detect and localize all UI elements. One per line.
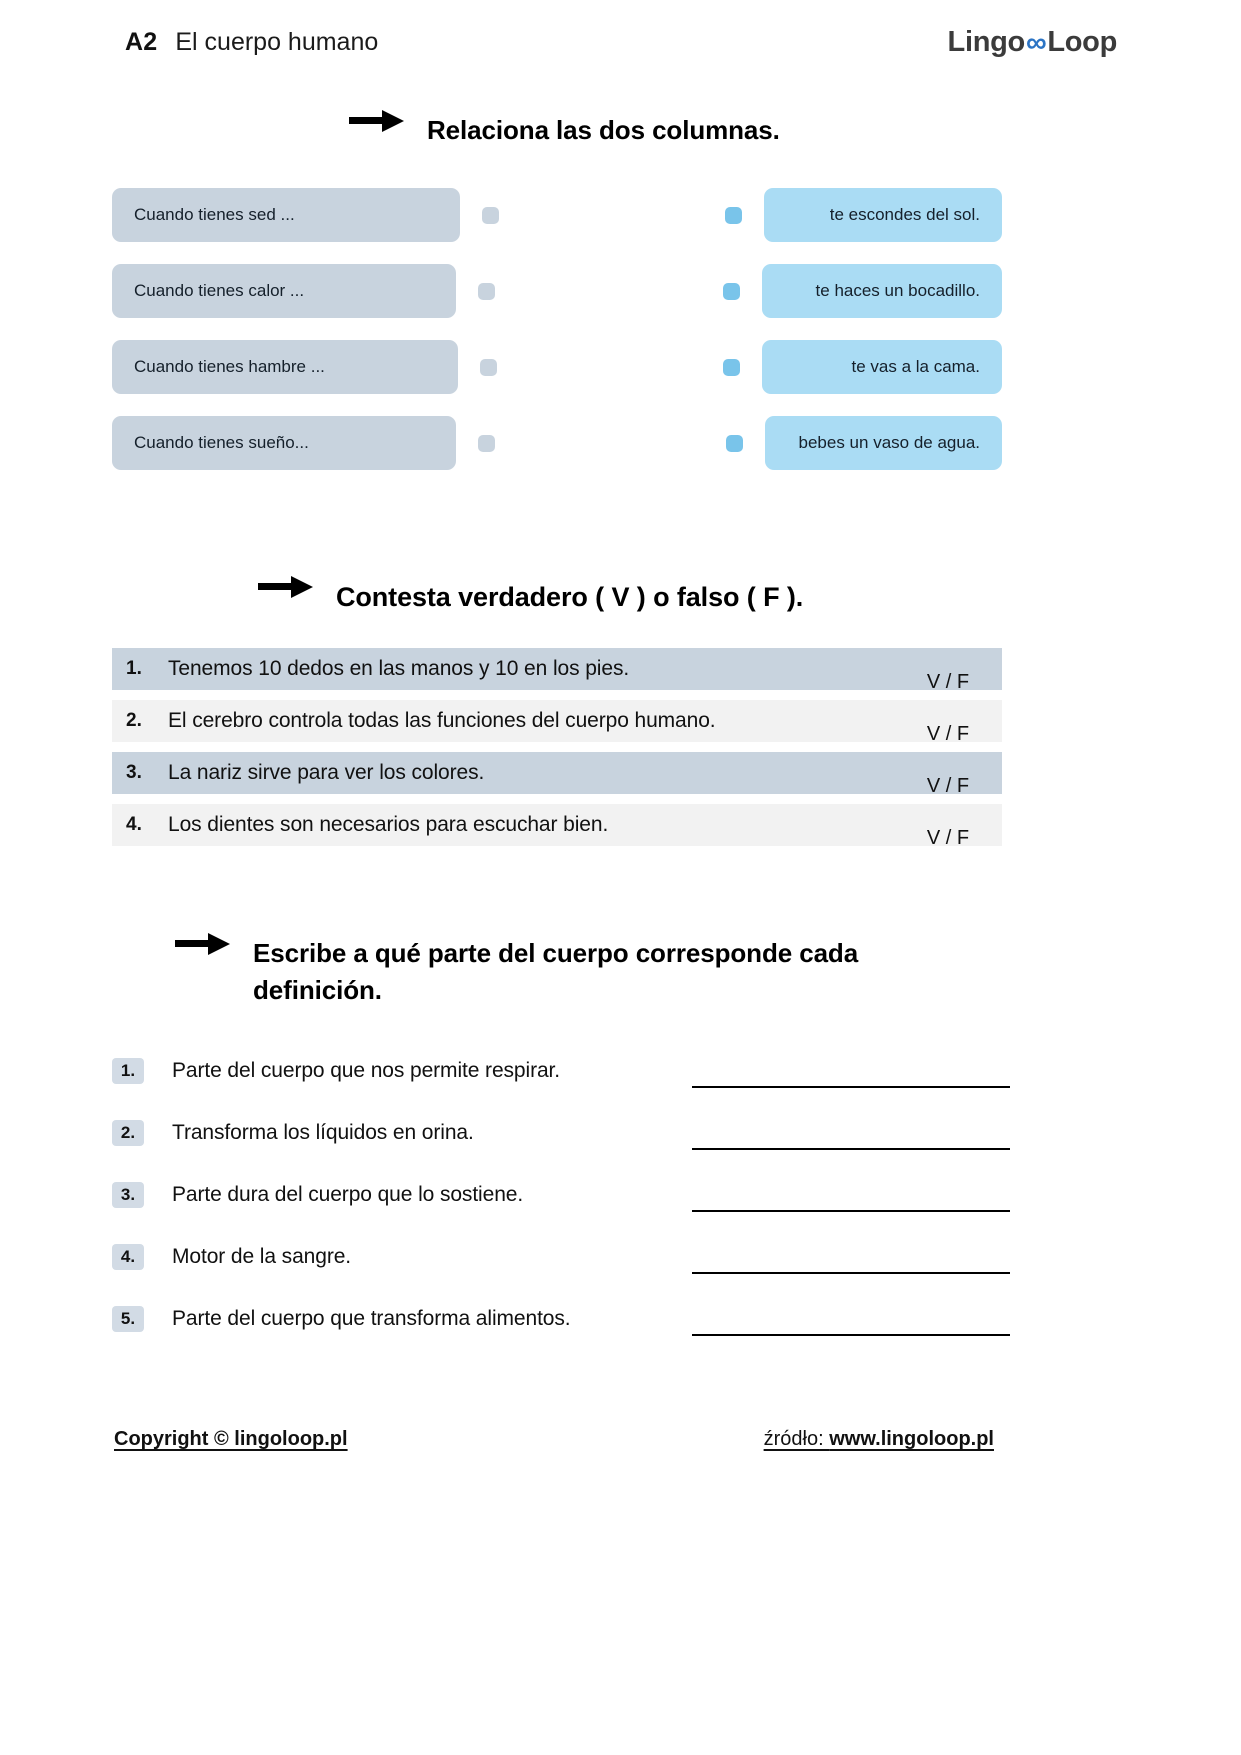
logo-text-first: Lingo	[947, 26, 1025, 58]
item-definition: Parte del cuerpo que transforma alimentos.	[172, 1307, 571, 1330]
row-number: 2.	[126, 710, 142, 731]
answer-input-line[interactable]	[692, 1334, 1010, 1336]
match-right-connector-dot[interactable]	[723, 283, 740, 300]
answer-toggle[interactable]: V / F	[926, 826, 970, 849]
right-arrow-icon	[349, 112, 405, 128]
item-number: 3.	[112, 1182, 144, 1208]
match-row	[112, 186, 1002, 244]
match-right-chip[interactable]: te escondes del sol.	[764, 188, 1002, 242]
source-url: www.lingoloop.pl	[829, 1428, 994, 1450]
row-number: 1.	[126, 658, 142, 679]
match-right-group	[723, 340, 1002, 394]
logo-text-second: Loop	[1047, 26, 1117, 58]
row-statement: El cerebro controla todas las funciones del cuerpo humano.	[168, 709, 716, 732]
row-number: 3.	[126, 762, 142, 783]
source-link[interactable]	[764, 1428, 994, 1451]
match-right-connector-dot[interactable]	[723, 359, 740, 376]
list-item	[112, 1288, 1002, 1350]
table-row	[112, 648, 1002, 693]
item-number: 4.	[112, 1244, 144, 1270]
match-left-chip[interactable]: Cuando tienes hambre ...	[112, 340, 458, 394]
match-left-connector-dot[interactable]	[482, 207, 499, 224]
exercise-1-heading	[349, 112, 780, 149]
match-right-group	[725, 188, 1002, 242]
item-definition: Parte del cuerpo que nos permite respirar.	[172, 1059, 561, 1082]
match-right-chip[interactable]: bebes un vaso de agua.	[765, 416, 1002, 470]
exercise-2-heading-text: Contesta verdadero ( V ) o falso ( F ).	[336, 582, 804, 612]
exercise-3-heading-text: Escribe a qué parte del cuerpo corresponde cada definición.	[253, 938, 859, 1005]
table-row	[112, 700, 1002, 745]
match-right-group	[723, 264, 1002, 318]
row-statement: Los dientes son necesarios para escuchar bien.	[168, 813, 609, 836]
header-title-group	[125, 28, 378, 57]
answer-input-line[interactable]	[692, 1148, 1010, 1150]
page-footer	[114, 1428, 994, 1451]
match-row	[112, 338, 1002, 396]
row-statement: La nariz sirve para ver los colores.	[168, 761, 485, 784]
match-right-connector-dot[interactable]	[725, 207, 742, 224]
list-item	[112, 1102, 1002, 1164]
list-item	[112, 1226, 1002, 1288]
infinity-icon: ∞	[1025, 27, 1047, 59]
item-definition: Motor de la sangre.	[172, 1245, 352, 1268]
match-left-group	[112, 416, 495, 470]
answer-toggle[interactable]: V / F	[926, 774, 970, 797]
answer-toggle[interactable]: V / F	[926, 722, 970, 745]
list-item	[112, 1040, 1002, 1102]
matching-exercise	[112, 186, 1002, 490]
item-number: 5.	[112, 1306, 144, 1332]
page-header	[125, 26, 1117, 59]
right-arrow-icon	[175, 935, 231, 951]
right-arrow-icon	[258, 578, 314, 594]
match-right-connector-dot[interactable]	[726, 435, 743, 452]
row-number: 4.	[126, 814, 142, 835]
item-number: 2.	[112, 1120, 144, 1146]
match-right-group	[726, 416, 1002, 470]
copyright-link[interactable]: Copyright © lingoloop.pl	[114, 1428, 348, 1450]
lingoloop-logo	[948, 26, 1117, 59]
match-left-chip[interactable]: Cuando tienes sueño...	[112, 416, 456, 470]
answer-input-line[interactable]	[692, 1086, 1010, 1088]
item-definition: Parte dura del cuerpo que lo sostiene.	[172, 1183, 524, 1206]
match-right-chip[interactable]: te haces un bocadillo.	[762, 264, 1002, 318]
exercise-2-heading	[258, 578, 803, 616]
match-row	[112, 414, 1002, 472]
level-badge: A2	[125, 28, 158, 56]
source-label: źródło:	[763, 1428, 830, 1450]
match-left-group	[112, 264, 495, 318]
true-false-table	[112, 648, 1002, 856]
answer-input-line[interactable]	[692, 1272, 1010, 1274]
exercise-3-heading	[175, 935, 975, 1009]
item-number: 1.	[112, 1058, 144, 1084]
answer-input-line[interactable]	[692, 1210, 1010, 1212]
match-left-chip[interactable]: Cuando tienes sed ...	[112, 188, 460, 242]
match-left-group	[112, 340, 497, 394]
match-left-chip[interactable]: Cuando tienes calor ...	[112, 264, 456, 318]
table-row	[112, 804, 1002, 849]
table-row	[112, 752, 1002, 797]
list-item	[112, 1164, 1002, 1226]
item-definition: Transforma los líquidos en orina.	[172, 1121, 474, 1144]
match-left-group	[112, 188, 499, 242]
match-left-connector-dot[interactable]	[480, 359, 497, 376]
row-statement: Tenemos 10 dedos en las manos y 10 en los pies.	[168, 657, 630, 680]
definitions-exercise	[112, 1040, 1002, 1350]
match-left-connector-dot[interactable]	[478, 435, 495, 452]
exercise-1-heading-text: Relaciona las dos columnas.	[427, 115, 780, 145]
page-title: El cuerpo humano	[175, 28, 379, 56]
match-left-connector-dot[interactable]	[478, 283, 495, 300]
match-row	[112, 262, 1002, 320]
answer-toggle[interactable]: V / F	[926, 670, 970, 693]
match-right-chip[interactable]: te vas a la cama.	[762, 340, 1002, 394]
